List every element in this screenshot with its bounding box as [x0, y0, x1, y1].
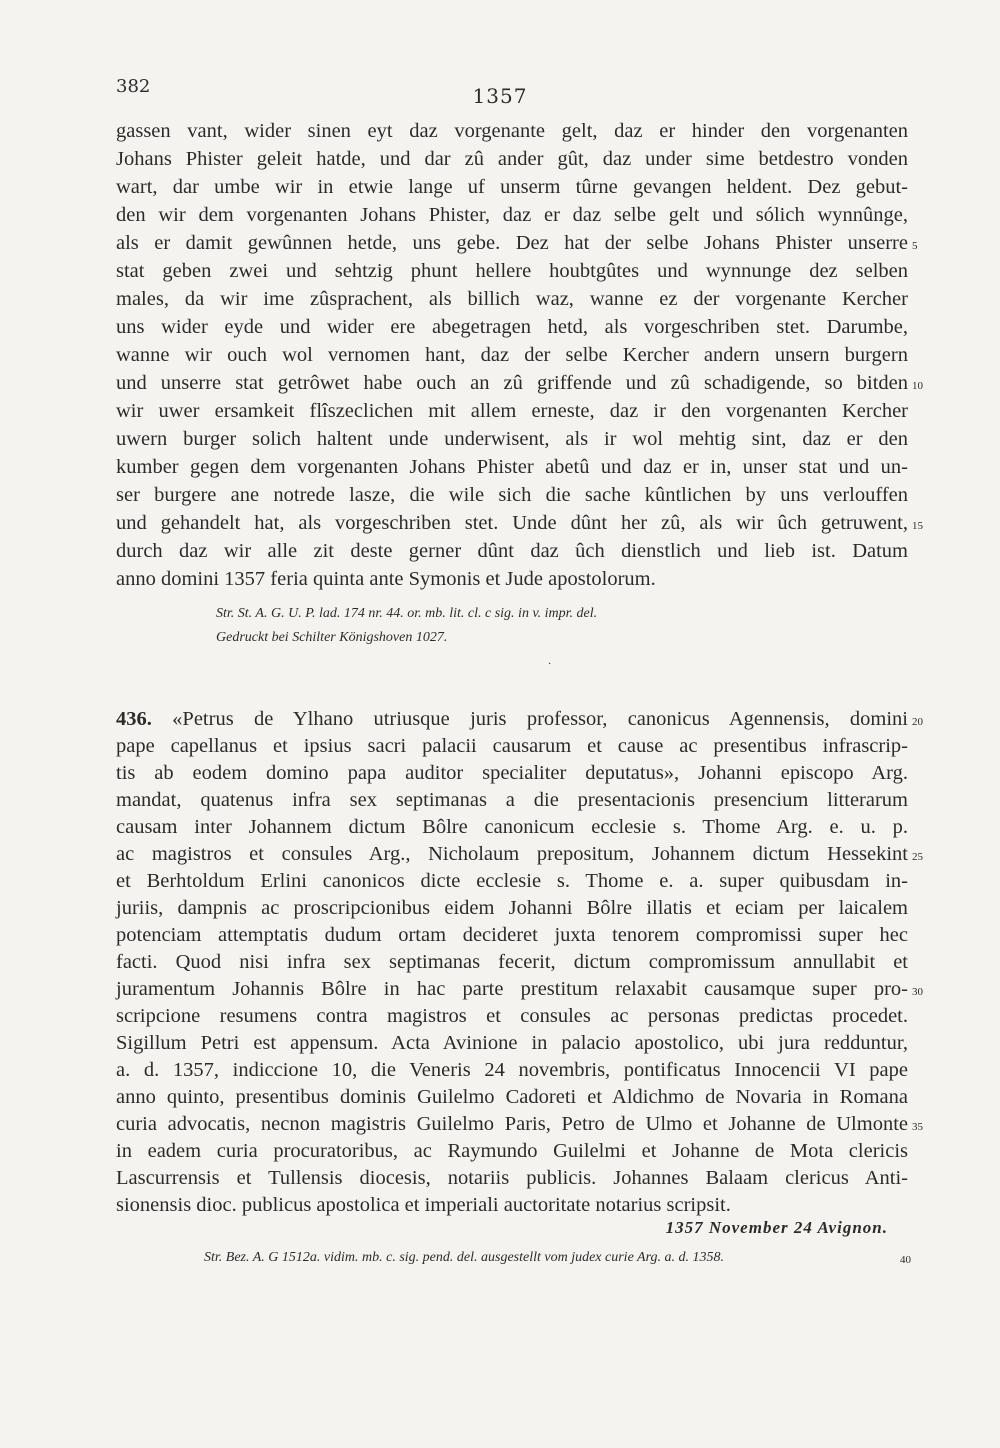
text-line: potenciam attemptatis dudum ortam decideret juxta tenorem compromissi super hec [116, 924, 908, 946]
first-line-text: «Petrus de Ylhano utriusque juris professor, canonicus Agennensis, domini [172, 708, 908, 730]
text-line: wanne wir ouch wol vernomen hant, daz der selbe Kercher andern unsern burgern [116, 344, 908, 366]
text-line: den wir dem vorgenanten Johans Phister, daz er daz selbe gelt und sólich wynnûnge, [116, 204, 908, 226]
text-line: facti. Quod nisi infra sex septimanas fecerit, dictum compromissum annullabit et [116, 951, 908, 973]
document-number: 436. [116, 708, 152, 730]
margin-line-number: 35 [912, 1121, 923, 1133]
text-line: wart, dar umbe wir in etwie lange uf unserm tûrne gevangen heldent. Dez gebut- [116, 176, 908, 198]
text-line: juriis, dampnis ac proscripcionibus eidem Johanni Bôlre illatis et eciam per laicalem [116, 897, 908, 919]
text-line: curia advocatis, necnon magistris Guilelmo Paris, Petro de Ulmo et Johanne de Ulmonte [116, 1113, 908, 1135]
text-line: als er damit gewûnnen hetde, uns gebe. Dez hat der selbe Johans Phister unserre [116, 232, 908, 254]
text-line: et Berhtoldum Erlini canonicos dicte ecclesie s. Thome e. a. super quibusdam in- [116, 870, 908, 892]
text-line [116, 706, 908, 732]
text-line: kumber gegen dem vorgenanten Johans Phister abetû und daz er in, unser stat und un- [116, 456, 908, 478]
margin-line-number: 5 [912, 240, 918, 252]
source-note: Str. Bez. A. G 1512a. vidim. mb. c. sig. pend. del. ausgestellt vom judex curie Arg. a. d. 1358. [204, 1250, 725, 1265]
text-line: Johans Phister geleit hatde, und dar zû ander gût, daz under sime betdestro vonden [116, 148, 908, 170]
text-line: scripcione resumens contra magistros et consules ac personas predictas procedet. [116, 1005, 908, 1027]
text-line: sionensis dioc. publicus apostolica et imperiali auctoritate notarius scripsit. [116, 1194, 731, 1216]
text-line: causam inter Johannem dictum Bôlre canonicum ecclesie s. Thome Arg. e. u. p. [116, 816, 908, 838]
text-line: males, da wir ime zûsprachent, als billich waz, wanne ez der vorgenante Kercher [116, 288, 908, 310]
text-line: in eadem curia procuratoribus, ac Raymundo Guilelmi et Johanne de Mota clericis [116, 1140, 908, 1162]
text-line: tis ab eodem domino papa auditor specialiter deputatus», Johanni episcopo Arg. [116, 762, 908, 784]
text-line: juramentum Johannis Bôlre in hac parte prestitum relaxabit causamque super pro- [116, 978, 908, 1000]
text-line: Lascurrensis et Tullensis diocesis, notariis publicis. Johannes Balaam clericus Anti- [116, 1167, 908, 1189]
text-line: anno quinto, presentibus dominis Guilelmo Cadoreti et Aldichmo de Novaria in Romana [116, 1086, 908, 1108]
text-line: gassen vant, wider sinen eyt daz vorgenante gelt, daz er hinder den vorgenanten [116, 120, 908, 142]
source-note: Str. St. A. G. U. P. lad. 174 nr. 44. or. mb. lit. cl. c sig. in v. impr. del. [216, 606, 598, 621]
text-line: anno domini 1357 feria quinta ante Symonis et Jude apostolorum. [116, 568, 656, 590]
text-line: und gehandelt hat, als vorgeschriben stet. Unde dûnt her zû, als wir ûch getruwent, [116, 512, 908, 534]
text-line: ser burgere ane notrede lasze, die wile sich die sache kûntlichen by uns verlouffen [116, 484, 908, 506]
margin-line-number: 10 [912, 380, 923, 392]
text-line: Sigillum Petri est appensum. Acta Avinione in palacio apostolico, ubi jura redduntur, [116, 1032, 908, 1054]
date-line: 1357 November 24 Avignon. [665, 1218, 888, 1237]
text-line: pape capellanus et ipsius sacri palacii causarum et cause ac presentibus infrascrip- [116, 735, 908, 757]
margin-line-number: 25 [912, 851, 923, 863]
text-line: ac magistros et consules Arg., Nicholaum prepositum, Johannem dictum Hessekint [116, 843, 908, 865]
print-note: Gedruckt bei Schilter Königshoven 1027. [216, 630, 448, 645]
text-line: mandat, quatenus infra sex septimanas a die presentacionis presencium litterarum [116, 789, 908, 811]
text-line: uns wider eyde und wider ere abegetragen hetd, als vorgeschriben stet. Darumbe, [116, 316, 908, 338]
margin-line-number: 40 [900, 1254, 911, 1266]
text-line: und unserre stat getrôwet habe ouch an zû griffende und zû schadigende, so bitden [116, 372, 908, 394]
margin-line-number: 30 [912, 986, 923, 998]
page-number: 382 [116, 76, 151, 97]
text-line: wir uwer ersamkeit flîszeclichen mit allem erneste, daz ir den vorgenanten Kercher [116, 400, 908, 422]
text-line: stat geben zwei und sehtzig phunt hellere houbtgûtes und wynnunge dez selben [116, 260, 908, 282]
margin-line-number: 15 [912, 520, 923, 532]
separator-dot: · [548, 659, 552, 670]
running-head: 1357 [472, 84, 528, 108]
text-line: uwern burger solich haltent unde underwisent, als ir wol mehtig sint, daz er den [116, 428, 908, 450]
text-line: a. d. 1357, indiccione 10, die Veneris 24 novembris, pontificatus Innocencii VI pape [116, 1059, 908, 1081]
text-line: durch daz wir alle zit deste gerner dûnt daz ûch dienstlich und lieb ist. Datum [116, 540, 908, 562]
margin-line-number: 20 [912, 716, 923, 728]
